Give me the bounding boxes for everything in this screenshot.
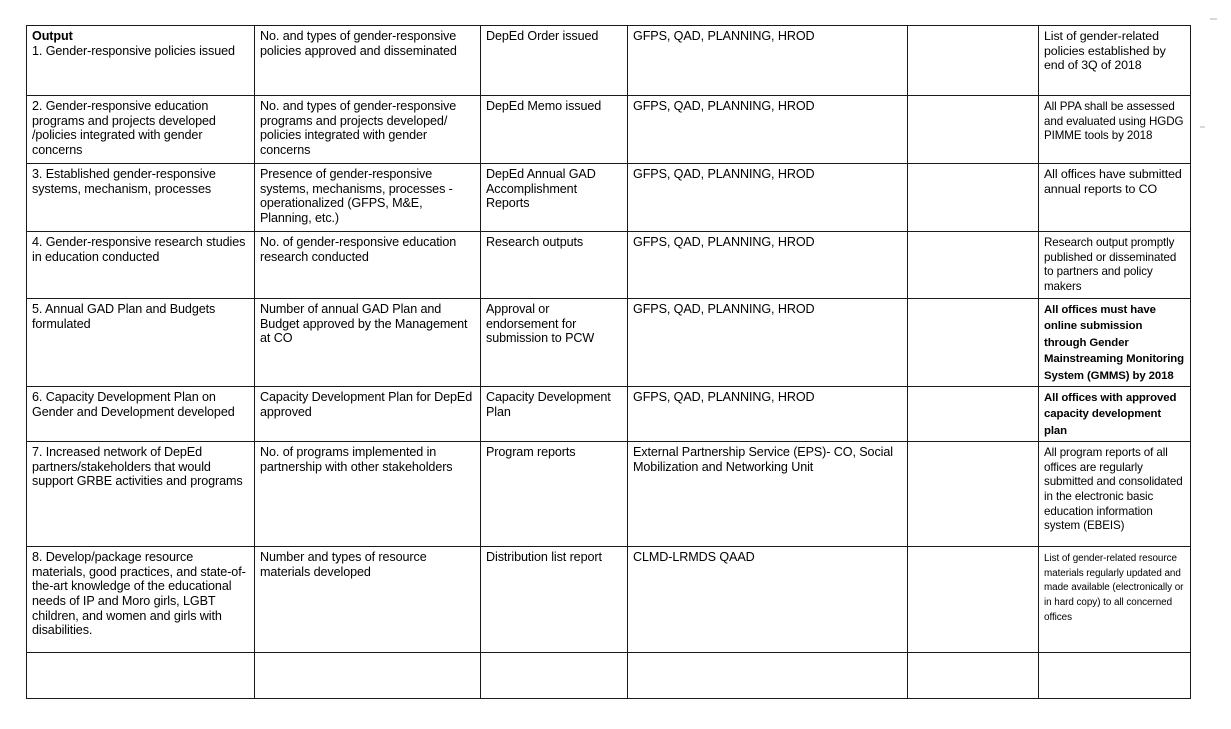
indicator-text: Number of annual GAD Plan and Budget approved by the Management at CO [260,302,468,346]
cell-budget [908,653,1039,699]
indicator-text: No. of gender-responsive education research conducted [260,235,457,264]
remarks-text: All offices with approved capacity development plan [1044,392,1177,437]
cell-remarks [1039,96,1191,164]
remarks-text: List of gender-related resource materials regularly updated and made available (electronically or in hard copy) to all concerned offices [1044,553,1184,623]
output-text: 2. Gender-responsive education programs and projects developed /policies integrated with gender concerns [32,99,216,157]
output-text: 8. Develop/package resource materials, good practices, and state-of-the-art knowledge of the educational needs of IP and Moro girls, LGBT children, and women and girls with disabilities. [32,550,246,638]
remarks-text: All program reports of all offices are regularly submitted and consolidated in the electronic basic education information system (EBEIS) [1044,446,1183,533]
responsible-office-text: GFPS, QAD, PLANNING, HROD [633,29,815,43]
cell-indicator [255,26,481,96]
cell-responsible-office [628,653,908,699]
means-of-verification-text: DepEd Order issued [486,29,599,43]
cell-indicator [255,653,481,699]
cell-responsible-office [628,232,908,299]
cell-means-of-verification [481,387,628,442]
means-of-verification-text: Research outputs [486,235,584,249]
scan-artifact [1200,126,1205,128]
cell-indicator [255,232,481,299]
cell-responsible-office [628,547,908,653]
table-row [27,387,1191,442]
cell-means-of-verification [481,26,628,96]
cell-output [27,547,255,653]
indicator-text: No. and types of gender-responsive policies approved and disseminated [260,29,457,58]
cell-means-of-verification [481,653,628,699]
output-text: 7. Increased network of DepEd partners/stakeholders that would support GRBE activities and programs [32,445,243,489]
cell-responsible-office [628,442,908,547]
indicator-text: Capacity Development Plan for DepEd approved [260,390,473,419]
cell-remarks [1039,164,1191,232]
results-framework-table [26,25,1191,699]
cell-means-of-verification [481,232,628,299]
table-row [27,299,1191,387]
cell-remarks [1039,232,1191,299]
cell-responsible-office [628,387,908,442]
cell-responsible-office [628,164,908,232]
cell-budget [908,26,1039,96]
cell-budget [908,164,1039,232]
remarks-text: All PPA shall be assessed and evaluated using HGDG PIMME tools by 2018 [1044,100,1184,143]
cell-responsible-office [628,299,908,387]
indicator-text: No. of programs implemented in partnership with other stakeholders [260,445,453,474]
cell-budget [908,299,1039,387]
cell-means-of-verification [481,299,628,387]
cell-output [27,653,255,699]
table-row [27,442,1191,547]
indicator-text: Number and types of resource materials developed [260,550,427,579]
responsible-office-text: CLMD-LRMDS QAAD [633,550,755,565]
scan-artifact [1210,18,1217,20]
cell-output [27,26,255,96]
cell-indicator [255,164,481,232]
indicator-text: Presence of gender-responsive systems, mechanisms, processes - operationalized (GFPS, M&E, Planning, etc.) [260,167,453,225]
cell-budget [908,442,1039,547]
cell-indicator [255,299,481,387]
cell-output [27,164,255,232]
cell-means-of-verification [481,96,628,164]
output-column-header: Output [32,29,73,43]
cell-means-of-verification [481,164,628,232]
remarks-text: All offices have submitted annual reports to CO [1044,167,1182,196]
output-text: 4. Gender-responsive research studies in education conducted [32,235,246,264]
responsible-office-text: External Partnership Service (EPS)- CO, Social Mobilization and Networking Unit [633,445,893,474]
remarks-text: List of gender-related policies established by end of 3Q of 2018 [1044,29,1166,73]
means-of-verification-text: Program reports [486,445,576,460]
cell-output [27,232,255,299]
cell-remarks [1039,299,1191,387]
cell-remarks [1039,387,1191,442]
cell-budget [908,96,1039,164]
cell-output [27,387,255,442]
cell-remarks [1039,26,1191,96]
cell-means-of-verification [481,442,628,547]
responsible-office-text: GFPS, QAD, PLANNING, HROD [633,302,815,316]
table-row [27,653,1191,699]
cell-budget [908,232,1039,299]
means-of-verification-text: Distribution list report [486,550,602,565]
remarks-text: Research output promptly published or disseminated to partners and policy makers [1044,236,1177,293]
cell-budget [908,547,1039,653]
output-text: 6. Capacity Development Plan on Gender and Development developed [32,390,235,419]
means-of-verification-text: DepEd Annual GAD Accomplishment Reports [486,167,596,211]
cell-indicator [255,387,481,442]
table-row [27,164,1191,232]
responsible-office-text: GFPS, QAD, PLANNING, HROD [633,235,815,249]
output-text: 5. Annual GAD Plan and Budgets formulated [32,302,216,331]
cell-remarks [1039,547,1191,653]
responsible-office-text: GFPS, QAD, PLANNING, HROD [633,99,815,113]
table-row [27,547,1191,653]
means-of-verification-text: DepEd Memo issued [486,99,602,113]
indicator-text: No. and types of gender-responsive programs and projects developed/ policies integrated with gender concerns [260,99,457,157]
table-row [27,232,1191,299]
cell-indicator [255,547,481,653]
cell-budget [908,387,1039,442]
cell-means-of-verification [481,547,628,653]
cell-indicator [255,442,481,547]
cell-output [27,299,255,387]
table-row [27,96,1191,164]
table-row [27,26,1191,96]
cell-output [27,442,255,547]
means-of-verification-text: Capacity Development Plan [486,390,611,419]
means-of-verification-text: Approval or endorsement for submission to PCW [486,302,595,346]
cell-responsible-office [628,26,908,96]
responsible-office-text: GFPS, QAD, PLANNING, HROD [633,167,815,181]
cell-remarks [1039,653,1191,699]
output-text: 1. Gender-responsive policies issued [32,43,235,58]
responsible-office-text: GFPS, QAD, PLANNING, HROD [633,390,815,405]
cell-output [27,96,255,164]
cell-remarks [1039,442,1191,547]
cell-responsible-office [628,96,908,164]
cell-indicator [255,96,481,164]
output-text: 3. Established gender-responsive systems, mechanism, processes [32,167,216,196]
remarks-text: All offices must have online submission through Gender Mainstreaming Monitoring System (GMMS) by 2018 [1044,304,1184,382]
